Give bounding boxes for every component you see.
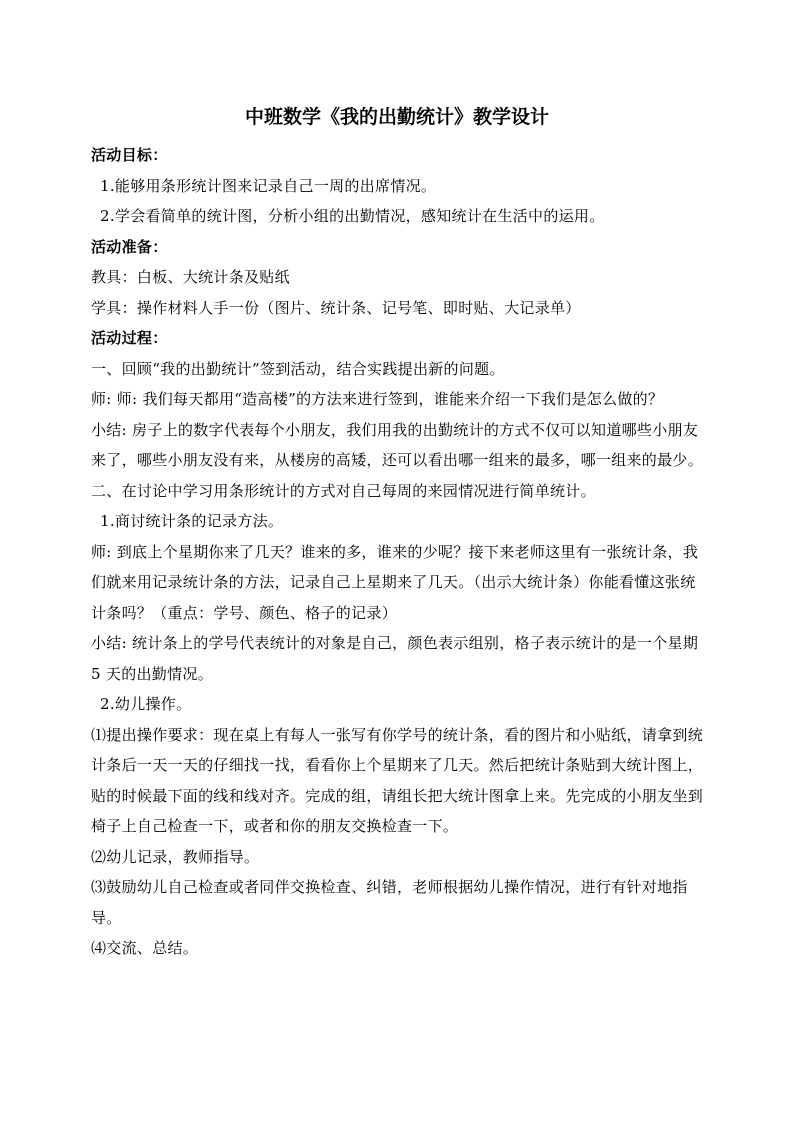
- section-2-step-2: 2.幼儿操作。: [100, 695, 192, 713]
- goals-heading: 活动目标：: [91, 146, 168, 164]
- goal-item: 1.能够用条形统计图来记录自己一周的出席情况。: [100, 176, 437, 195]
- goal-item: 2.学会看简单的统计图，分析小组的出勤情况，感知统计在生活中的运用。: [100, 207, 605, 225]
- teacher-materials: 教具：白板、大统计条及贴纸: [91, 268, 290, 286]
- section-1-summary: 小结: 房子上的数字代表每个小朋友，我们用我的出勤统计的方式不仅可以知道哪些小朋友来了，哪些小朋友没有来，从楼房的高矮，还可以看出哪一组来的最多，哪一组来的最少。: [91, 420, 704, 469]
- document-title: 中班数学《我的出勤统计》教学设计: [244, 106, 549, 128]
- section-2-step-1: 1.商讨统计条的记录方法。: [100, 512, 284, 530]
- section-2-sub-3: ⑶鼓励幼儿自己检查或者同伴交换检查、纠错，老师根据幼儿操作情况，进行有针对地指导。: [91, 878, 688, 927]
- student-materials: 学具：操作材料人手一份（图片、统计条、记号笔、即时贴、大记录单）: [91, 298, 581, 317]
- section-2-title: 二、在讨论中学习用条形统计的方式对自己每周的来园情况进行简单统计。: [91, 481, 596, 500]
- document-body: [91, 140, 709, 964]
- section-2-teacher-line: 师: 到底上个星期你来了几天？谁来的多，谁来的少呢？接下来老师这里有一张统计条，我们就来用记录统计条的方法，记录自己上星期来了几天。（出示大统计条）你能看懂这张统计条吗？（重点：学号、颜色、格子的记录）: [91, 542, 699, 622]
- section-1-teacher-line: 师: 师: 我们每天都用“造高楼”的方法来进行签到，谁能来介绍一下我们是怎么做的？: [91, 390, 664, 408]
- section-1-title: 一、回顾“我的出勤统计”签到活动，结合实践提出新的问题。: [91, 359, 505, 378]
- process-heading: 活动过程：: [91, 329, 168, 347]
- section-2-sub-1: ⑴提出操作要求：现在桌上有每人一张写有你学号的统计条，看的图片和小贴纸，请拿到统计条后一天一天的仔细找一找，看看你上个星期来了几天。然后把统计条贴到大统计图上，贴的时候最下面的线和线对齐。完成的组，请组长把大统计图拿上来。先完成的小朋友坐到椅子上自己检查一下，或者和你的朋友交换检查一下。: [91, 725, 704, 835]
- section-2-summary: 小结: 统计条上的学号代表统计的对象是自己，颜色表示组别，格子表示统计的是一个星期 5 天的出勤情况。: [91, 634, 699, 683]
- section-2-sub-4: ⑷交流、总结。: [91, 939, 199, 957]
- section-2-sub-2: ⑵幼儿记录，教师指导。: [91, 847, 260, 866]
- preparation-heading: 活动准备：: [91, 237, 168, 256]
